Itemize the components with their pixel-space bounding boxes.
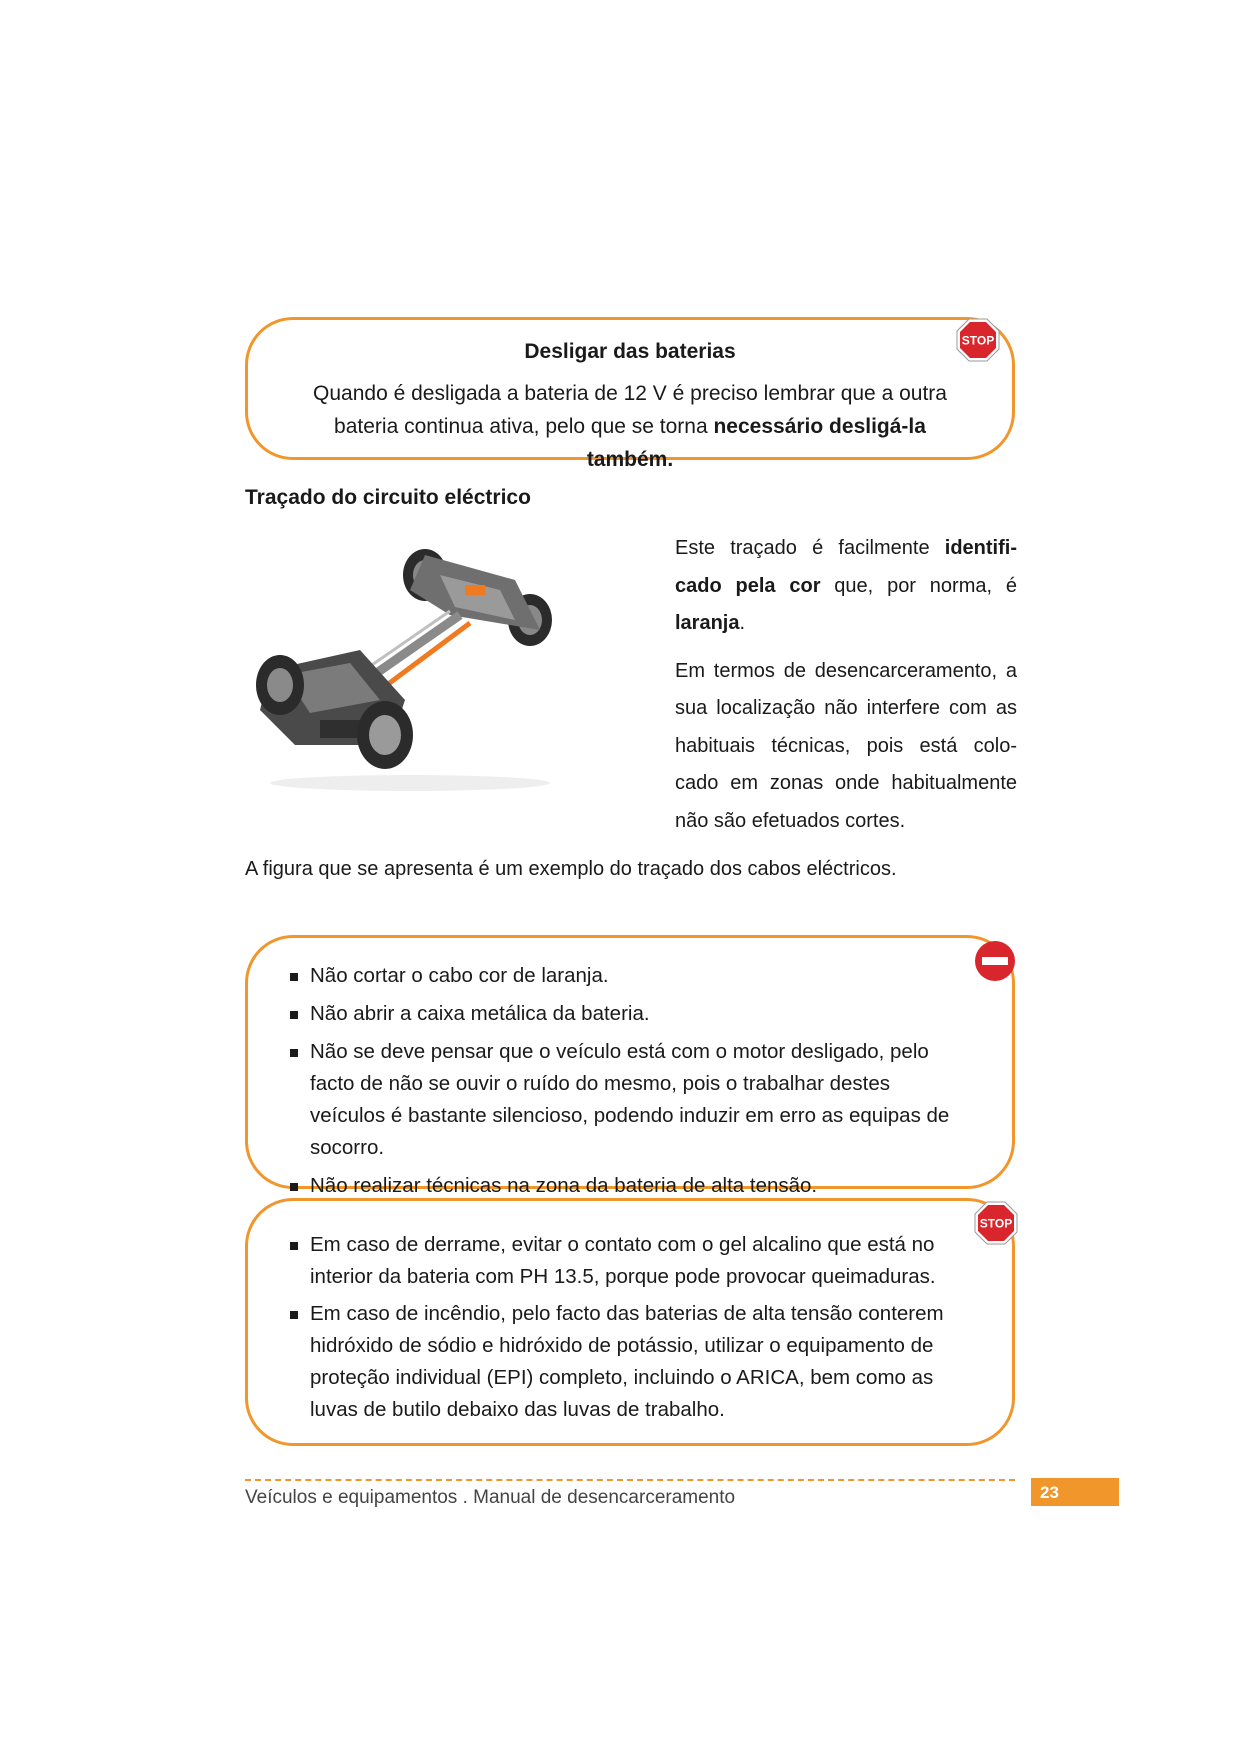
list-item: Não realizar técnicas na zona da bateria de alta tensão.: [290, 1170, 962, 1202]
para1-bold-1: identifi-cado pela cor: [675, 537, 1017, 597]
footer-divider: [245, 1479, 1015, 1481]
section-heading: Traçado do circuito eléctrico: [245, 486, 531, 509]
prohibitions-list: [290, 960, 962, 1202]
warnings-list: [290, 1229, 962, 1426]
para1-text-1: Este traçado é facilmente: [675, 537, 945, 559]
vehicle-chassis-image: [250, 535, 570, 795]
svg-text:STOP: STOP: [979, 1216, 1013, 1231]
para1-bold-2: laranja: [675, 612, 740, 634]
no-entry-icon: [974, 940, 1016, 982]
para1-text-2: que, por norma, é: [820, 574, 1017, 597]
description-paragraph-1: [675, 530, 1017, 643]
list-item: Em caso de derrame, evitar o contato com o gel alcalino que está no interior da bateria com PH 13.5, porque pode provocar queimaduras.: [290, 1229, 962, 1293]
battery-disconnect-callout: [245, 317, 1015, 471]
callout-text: Quando é desligada a bateria de 12 V é preciso lembrar que a outra bateria continua ativa, pelo que se torna: [313, 382, 947, 438]
page-number: 23: [1031, 1478, 1119, 1506]
para1-text-3: .: [739, 612, 746, 634]
warnings-box: [245, 1198, 1015, 1446]
list-item: Em caso de incêndio, pelo facto das baterias de alta tensão conterem hidróxido de sódio e hidróxido de potássio, utilizar o equipamento de proteção individual (EPI) completo, incluindo o ARICA, bem como as luvas de butilo debaixo das luvas de trabalho.: [290, 1298, 962, 1426]
circuit-description: [675, 530, 1017, 850]
list-item: Não cortar o cabo cor de laranja.: [290, 960, 962, 992]
callout-title: Desligar das baterias: [524, 340, 736, 363]
figure-caption: A figura que se apresenta é um exemplo do traçado dos cabos eléctricos.: [245, 858, 897, 880]
description-paragraph-2: Em termos de desencarceramento, a sua localização não interfere com as habituais técnicas, pois está colo-cado em zonas onde habitualmente não são efetuados cortes.: [675, 659, 1017, 832]
callout-emphasis: necessário desligá-la também.: [586, 415, 926, 471]
callout-body: [248, 377, 1012, 476]
prohibitions-box: [245, 935, 1015, 1197]
list-item: Não se deve pensar que o veículo está com o motor desligado, pelo facto de não se ouvir o ruído do mesmo, pois o trabalhar destes veículos é bastante silencioso, podendo induzir em erro as equipas de socorro.: [290, 1036, 962, 1164]
stop-sign-icon: [956, 318, 1000, 362]
svg-text:STOP: STOP: [961, 333, 995, 348]
list-item: Não abrir a caixa metálica da bateria.: [290, 998, 962, 1030]
footer-title: Veículos e equipamentos . Manual de desencarceramento: [245, 1487, 736, 1508]
stop-sign-icon: [974, 1201, 1018, 1245]
